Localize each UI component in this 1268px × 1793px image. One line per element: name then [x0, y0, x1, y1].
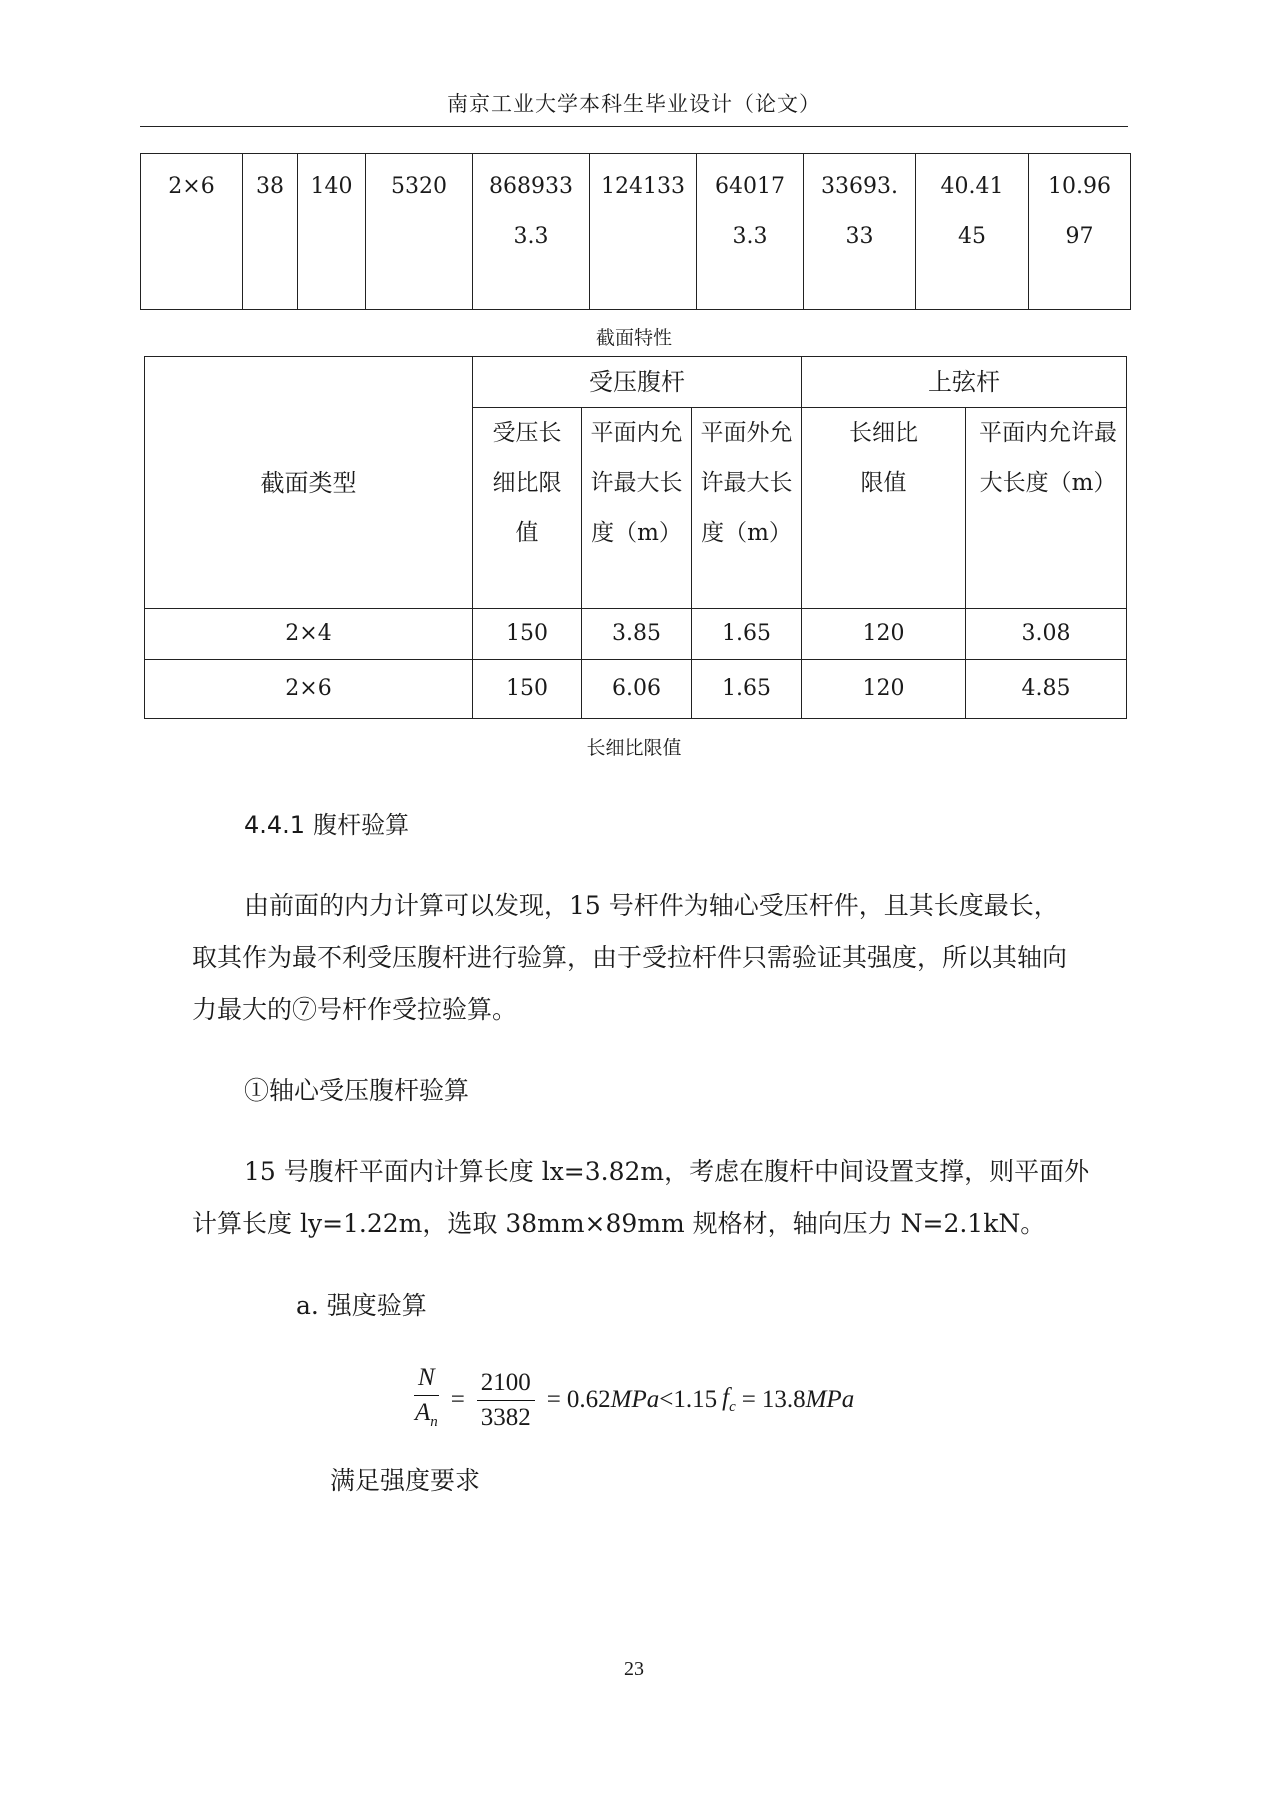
table-cell: 140 [298, 154, 366, 310]
equals-sign: = [546, 1386, 561, 1413]
paragraph-line: 力最大的⑦号杆作受拉验算。 [192, 995, 518, 1024]
table-cell: 640173.3 [697, 154, 804, 310]
table-row [141, 154, 1131, 310]
paragraph-line: 由前面的内力计算可以发现，15 号杆件为轴心受压杆件，且其长度最长， [244, 891, 1059, 920]
slenderness-limit-table [144, 356, 1127, 719]
page-header-title: 南京工业大学本科生毕业设计（论文） [447, 92, 821, 116]
table-cell: 8689333.3 [473, 154, 590, 310]
subheading-axial-compression: ①轴心受压腹杆验算 [244, 1076, 470, 1105]
table-cell: 150 [473, 609, 582, 660]
conclusion-text: 满足强度要求 [330, 1466, 481, 1495]
design-strength-symbol: $f_c$ [722, 1384, 736, 1415]
column-header: 受压长细比限值 [473, 408, 582, 609]
denominator: 3382 [480, 1403, 531, 1431]
table-cell: 120 [802, 609, 966, 660]
coefficient: 1.15 [673, 1386, 718, 1413]
section-properties-table-continued [140, 153, 1131, 310]
column-header: 平面内允许最大长度（m） [966, 408, 1127, 609]
numerator: 2100 [477, 1368, 535, 1401]
strength-value: 13.8 [761, 1386, 806, 1413]
table-header-row [145, 357, 1127, 408]
header-rule [140, 126, 1128, 127]
table-cell: 150 [473, 660, 582, 719]
page-number: 23 [624, 1658, 644, 1680]
table-cell: 2×6 [141, 154, 243, 310]
equals-sign: = [450, 1386, 465, 1413]
group-header-compression-web: 受压腹杆 [473, 357, 802, 408]
table-cell: 3.08 [966, 609, 1127, 660]
table-cell: 1.65 [692, 660, 802, 719]
stress-value: 0.62 [566, 1386, 611, 1413]
paragraph-line: 计算长度 ly=1.22m，选取 38mm×89mm 规格材，轴向压力 N=2.1kN。 [192, 1209, 1046, 1238]
table-caption-section-properties: 截面特性 [595, 327, 672, 349]
table-cell: 38 [243, 154, 298, 310]
fraction-stress [414, 1363, 439, 1437]
denominator: $A_n$ [414, 1399, 438, 1430]
fraction-values [477, 1368, 535, 1433]
less-than-sign: < [659, 1386, 674, 1413]
column-header: 平面内允许最大长度（m） [582, 408, 692, 609]
table-row [145, 660, 1127, 719]
table-cell: 2×4 [145, 609, 473, 660]
table-row [145, 609, 1127, 660]
column-header: 长细比限值 [802, 408, 966, 609]
table-cell: 6.06 [582, 660, 692, 719]
table-cell: 3.85 [582, 609, 692, 660]
table-cell: 10.9697 [1029, 154, 1131, 310]
stress-unit: MPa [610, 1386, 660, 1413]
strength-unit: MPa [805, 1386, 855, 1413]
section-number: 4.4.1 [244, 811, 306, 839]
paragraph-line: 取其作为最不利受压腹杆进行验算，由于受拉杆件只需验证其强度，所以其轴向 [192, 943, 1068, 972]
paragraph-line: 15 号腹杆平面内计算长度 lx=3.82m，考虑在腹杆中间设置支撑，则平面外 [244, 1157, 1090, 1186]
table-cell: 4.85 [966, 660, 1127, 719]
subheading-strength-check: a. 强度验算 [296, 1291, 427, 1320]
table-cell: 2×6 [145, 660, 473, 719]
column-header: 平面外允许最大长度（m） [692, 408, 802, 609]
table-cell: 124133 [590, 154, 697, 310]
table-caption-slenderness: 长细比限值 [586, 737, 682, 759]
column-header-section-type: 截面类型 [145, 357, 473, 609]
numerator: N [414, 1363, 439, 1396]
table-cell: 40.4145 [916, 154, 1029, 310]
table-cell: 5320 [366, 154, 473, 310]
table-cell: 33693.33 [804, 154, 916, 310]
group-header-top-chord: 上弦杆 [802, 357, 1127, 408]
strength-formula [408, 1363, 854, 1437]
table-cell: 120 [802, 660, 966, 719]
table-cell: 1.65 [692, 609, 802, 660]
equals-sign: = [741, 1386, 756, 1413]
section-title: 腹杆验算 [313, 811, 410, 839]
section-heading [244, 805, 409, 840]
